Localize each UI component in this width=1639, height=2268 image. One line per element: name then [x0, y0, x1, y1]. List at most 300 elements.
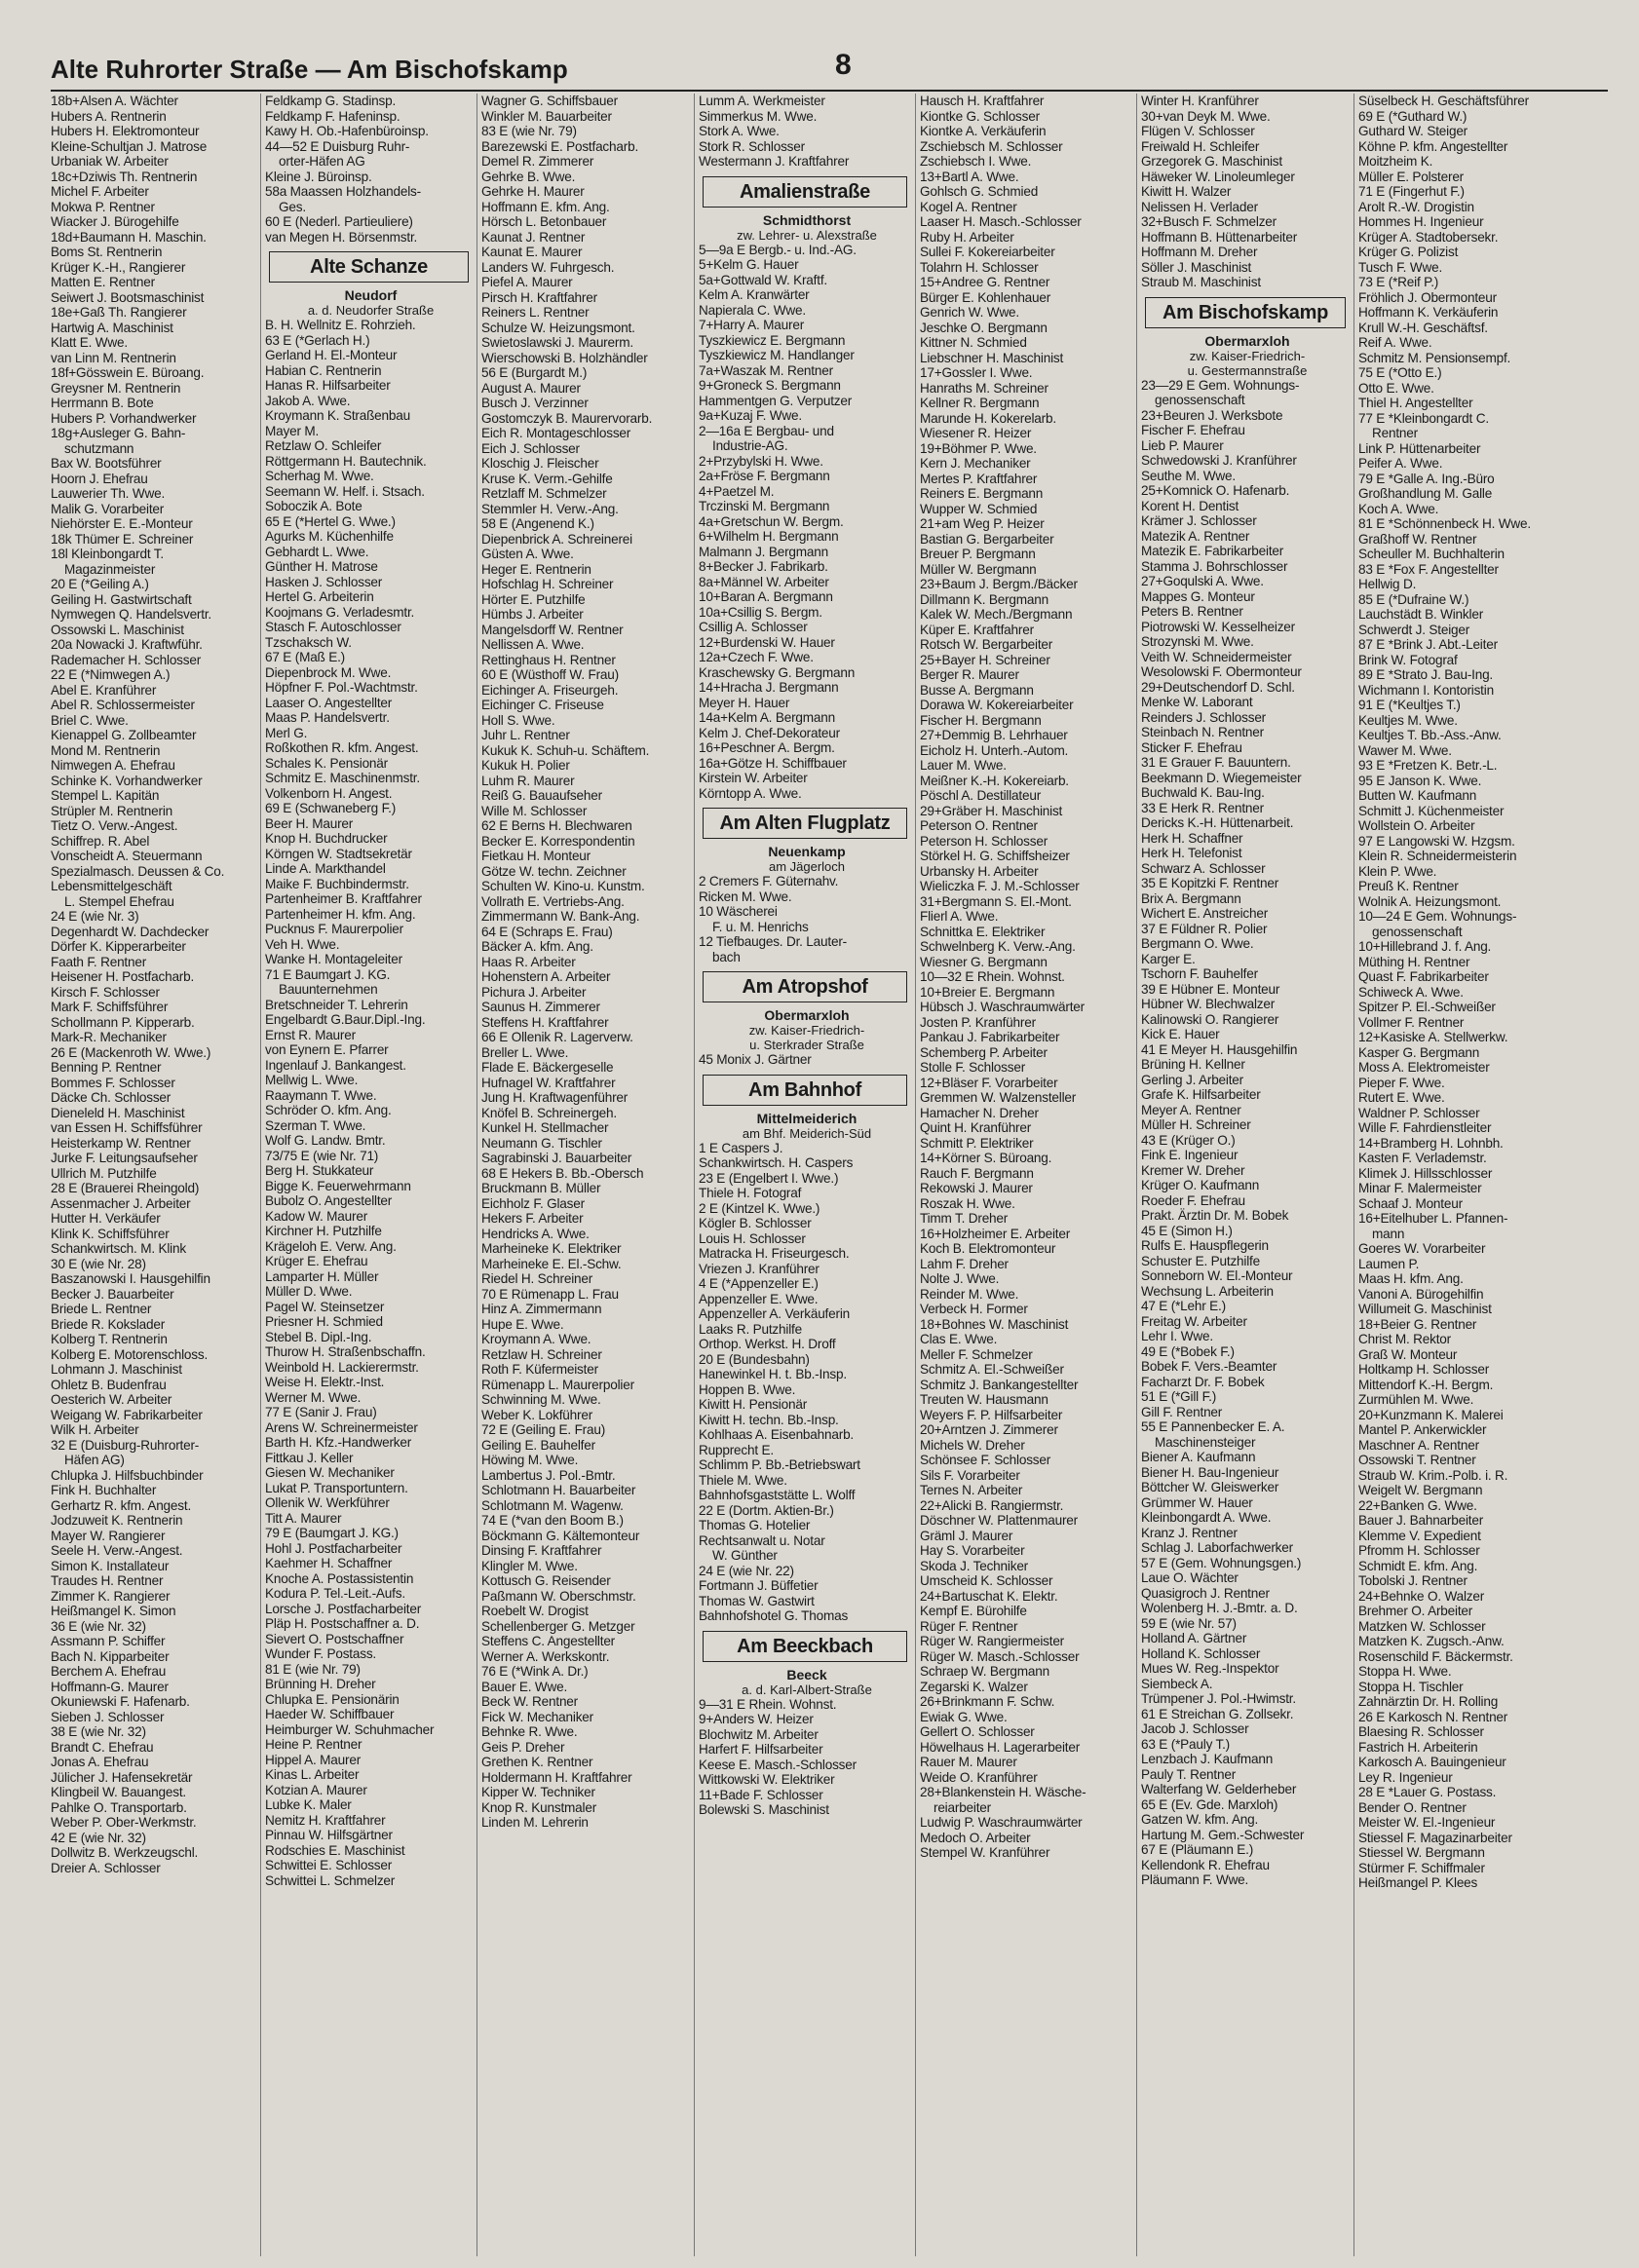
- resident-entry: Kremer W. Dreher: [1141, 1162, 1245, 1178]
- resident-entry: 73 E (*Reif P.): [1358, 275, 1439, 289]
- resident-entry: Holtkamp H. Schlosser: [1358, 1362, 1490, 1377]
- resident-entry: Meißner K.-H. Kokereiarb.: [920, 773, 1069, 788]
- resident-entry: Graßhoff W. Rentner: [1358, 531, 1477, 547]
- resident-entry: Bauunternehmen: [279, 982, 378, 997]
- resident-entry: Kellner R. Bergmann: [920, 396, 1040, 410]
- resident-entry: Rekowski J. Maurer: [920, 1181, 1033, 1195]
- resident-entry: Zimmer K. Rangierer: [51, 1588, 171, 1604]
- resident-entry: 23+Beuren J. Werksbote: [1141, 407, 1283, 423]
- resident-entry: Diepenbrock M. Wwe.: [265, 664, 392, 680]
- resident-entry: Engelbardt G.Baur.Dipl.-Ing.: [265, 1012, 426, 1027]
- resident-entry: Kiwitt H. Pensionär: [699, 1397, 808, 1412]
- resident-entry: Kogel A. Rentner: [920, 199, 1017, 214]
- resident-entry: Busse A. Bergmann: [920, 682, 1034, 698]
- resident-entry: 25+Komnick O. Hafenarb.: [1141, 483, 1290, 498]
- resident-entry: Matezik A. Rentner: [1141, 528, 1250, 544]
- resident-entry: Weber P. Ober-Werkmstr.: [51, 1815, 197, 1830]
- resident-entry: Prakt. Ärztin Dr. M. Bobek: [1141, 1208, 1289, 1223]
- resident-entry: Söller J. Maschinist: [1141, 259, 1252, 275]
- resident-entry: Reiners E. Bergmann: [920, 486, 1044, 501]
- resident-entry: 10—32 E Rhein. Wohnst.: [920, 969, 1065, 984]
- resident-entry: Dreier A. Schlosser: [51, 1860, 161, 1875]
- resident-entry: Wesolowski F. Obermonteur: [1141, 664, 1302, 679]
- resident-entry: Scherhag M. Wwe.: [265, 469, 374, 483]
- resident-entry: Wieliczka F. J. M.-Schlosser: [920, 879, 1080, 893]
- page-header: [51, 47, 1608, 92]
- resident-entry: Hammentgen G. Verputzer: [699, 393, 853, 408]
- resident-entry: Vriezen J. Kranführer: [699, 1261, 820, 1276]
- resident-entry: Kukuk K. Schuh-u. Schäftem.: [481, 742, 650, 758]
- resident-entry: 25+Bayer H. Schreiner: [920, 652, 1050, 667]
- resident-entry: Koojmans G. Verladesmtr.: [265, 604, 415, 620]
- resident-entry: Louis H. Schlosser: [699, 1230, 806, 1246]
- resident-entry: Kleinbongardt A. Wwe.: [1141, 1510, 1272, 1525]
- resident-entry: Klingbeil W. Bauangest.: [51, 1785, 186, 1799]
- resident-entry: Fick W. Mechaniker: [481, 1709, 593, 1724]
- resident-entry: 12+Kasiske A. Stellwerkw.: [1358, 1030, 1508, 1044]
- resident-entry: Quint H. Kranführer: [920, 1120, 1032, 1135]
- resident-entry: Hoffmann B. Hüttenarbeiter: [1141, 229, 1298, 245]
- resident-entry: Bauer E. Wwe.: [481, 1679, 568, 1694]
- resident-entry: Chlupka E. Pensionärin: [265, 1691, 400, 1707]
- resident-entry: Knöfel B. Schreinergeh.: [481, 1105, 617, 1120]
- resident-entry: Saunus H. Zimmerer: [481, 1000, 600, 1014]
- resident-entry: Kögler B. Schlosser: [699, 1216, 812, 1230]
- resident-entry: 27+Demmig B. Lehrhauer: [920, 728, 1068, 742]
- resident-entry: Steffens C. Angestellter: [481, 1634, 616, 1648]
- resident-entry: Brix A. Bergmann: [1141, 890, 1241, 906]
- resident-entry: Müller E. Polsterer: [1358, 169, 1465, 184]
- resident-entry: Soboczik A. Bote: [265, 499, 362, 513]
- resident-entry: Marunde H. Kokerelarb.: [920, 410, 1056, 426]
- resident-entry: Jakob A. Wwe.: [265, 393, 351, 408]
- resident-entry: Lieb P. Maurer: [1141, 437, 1224, 453]
- address-column: [260, 94, 476, 2256]
- resident-entry: Wolf G. Landw. Bmtr.: [265, 1133, 386, 1148]
- resident-entry: Wille M. Schlosser: [481, 803, 588, 818]
- resident-entry: Hamacher N. Dreher: [920, 1105, 1039, 1120]
- resident-entry: Siembeck A.: [1141, 1676, 1213, 1691]
- resident-entry: Tolahrn H. Schlosser: [920, 259, 1039, 275]
- resident-entry: Günther H. Matrose: [265, 559, 378, 574]
- resident-entry: Weigang W. Fabrikarbeiter: [51, 1407, 203, 1422]
- resident-entry: Fittkau J. Keller: [265, 1450, 354, 1465]
- resident-entry: Schmitz M. Pensionsempf.: [1358, 350, 1511, 365]
- resident-entry: Spitzer P. El.-Schweißer: [1358, 1000, 1496, 1014]
- resident-entry: 24+Behnke O. Walzer: [1358, 1588, 1485, 1604]
- resident-entry: Kukuk H. Polier: [481, 758, 570, 773]
- resident-entry: 23 E (Engelbert I. Wwe.): [699, 1170, 839, 1186]
- resident-entry: 22+Banken G. Wwe.: [1358, 1497, 1477, 1513]
- resident-entry: Behnke R. Wwe.: [481, 1724, 578, 1739]
- resident-entry: 2 E (Kintzel K. Wwe.): [699, 1200, 820, 1216]
- resident-entry: 2a+Fröse F. Bergmann: [699, 469, 830, 483]
- resident-entry: 16+Eitelhuber L. Pfannen-: [1358, 1211, 1508, 1226]
- resident-entry: Weide O. Kranführer: [920, 1769, 1038, 1785]
- resident-entry: 89 E *Strato J. Bau-Ing.: [1358, 667, 1494, 682]
- resident-entry: Schales K. Pensionär: [265, 755, 388, 771]
- resident-entry: Magazinmeister: [64, 561, 156, 577]
- resident-entry: Reinders J. Schlosser: [1141, 709, 1267, 725]
- resident-entry: Kleine J. Büroinsp.: [265, 169, 372, 184]
- resident-entry: Kick E. Hauer: [1141, 1027, 1220, 1041]
- street-heading: Am Bahnhof: [703, 1075, 907, 1106]
- resident-entry: Zimmermann W. Bank-Ang.: [481, 909, 640, 924]
- address-column: [915, 94, 1136, 2256]
- resident-entry: B. H. Wellnitz E. Rohrzieh.: [265, 318, 416, 332]
- resident-entry: 16a+Götze H. Schiffbauer: [699, 755, 847, 771]
- resident-entry: Wupper W. Schmied: [920, 501, 1038, 516]
- resident-entry: Sagrabinski J. Bauarbeiter: [481, 1151, 632, 1165]
- street-heading: Am Beeckbach: [703, 1631, 907, 1662]
- resident-entry: Hausch H. Kraftfahrer: [920, 94, 1045, 108]
- resident-entry: Nelissen H. Verlader: [1141, 199, 1258, 214]
- address-column: [476, 94, 694, 2256]
- resident-entry: Lohmann J. Maschinist: [51, 1362, 182, 1377]
- resident-entry: Bauer J. Bahnarbeiter: [1358, 1513, 1484, 1528]
- resident-entry: Hinz A. Zimmermann: [481, 1302, 602, 1316]
- address-column: [1136, 94, 1353, 2256]
- resident-entry: Straub M. Maschinist: [1141, 275, 1261, 289]
- resident-entry: Lauchstädt B. Winkler: [1358, 607, 1484, 622]
- resident-entry: Kaehmer H. Schaffner: [265, 1556, 393, 1570]
- resident-entry: Umscheid K. Schlosser: [920, 1573, 1053, 1588]
- resident-entry: Laumen P.: [1358, 1256, 1420, 1271]
- resident-entry: Gohlsch G. Schmied: [920, 184, 1039, 199]
- resident-entry: 5+Kelm G. Hauer: [699, 257, 799, 272]
- resident-entry: Beer H. Maurer: [265, 815, 354, 831]
- resident-entry: Simon K. Installateur: [51, 1558, 170, 1573]
- resident-entry: 26+Brinkmann F. Schw.: [920, 1694, 1055, 1709]
- resident-entry: 10+Baran A. Bergmann: [699, 589, 833, 604]
- resident-entry: Tyszkiewicz E. Bergmann: [699, 332, 846, 348]
- resident-entry: Meister W. El.-Ingenieur: [1358, 1815, 1496, 1830]
- address-column: [1353, 94, 1610, 2256]
- resident-entry: Christ M. Rektor: [1358, 1332, 1451, 1346]
- resident-entry: Hubers P. Vorhandwerker: [51, 410, 197, 426]
- resident-entry: Fink H. Buchhalter: [51, 1483, 157, 1497]
- resident-entry: 97 E Langowski W. Hzgsm.: [1358, 833, 1515, 849]
- resident-entry: Rotsch W. Bergarbeiter: [920, 637, 1053, 652]
- resident-entry: 11+Bade F. Schlosser: [699, 1787, 823, 1802]
- resident-entry: 5—9a E Bergb.- u. Ind.-AG.: [699, 242, 857, 257]
- resident-entry: 18c+Dziwis Th. Rentnerin: [51, 169, 198, 184]
- resident-entry: Benning P. Rentner: [51, 1060, 162, 1075]
- resident-entry: Thurow H. Straßenbschaffn.: [265, 1344, 426, 1359]
- resident-entry: Gehrke B. Wwe.: [481, 169, 576, 184]
- street-heading: Amalienstraße: [703, 176, 907, 208]
- resident-entry: Hoppen B. Wwe.: [699, 1381, 796, 1397]
- resident-entry: Mappes G. Monteur: [1141, 588, 1255, 604]
- resident-entry: Neumann G. Tischler: [481, 1135, 602, 1151]
- resident-entry: Hoffmann E. kfm. Ang.: [481, 199, 610, 214]
- resident-entry: Thomas W. Gastwirt: [699, 1593, 815, 1608]
- resident-entry: Laaser H. Masch.-Schlosser: [920, 214, 1082, 229]
- resident-entry: Wichmann I. Kontoristin: [1358, 682, 1494, 698]
- resident-entry: Krüger O. Kaufmann: [1141, 1178, 1260, 1192]
- resident-entry: Vanoni A. Bürogehilfin: [1358, 1286, 1484, 1302]
- resident-entry: Rüger W. Masch.-Schlosser: [920, 1648, 1080, 1664]
- resident-entry: Dörfer K. Kipperarbeiter: [51, 939, 186, 954]
- resident-entry: Schnittka E. Elektriker: [920, 924, 1046, 939]
- resident-entry: Zegarski K. Walzer: [920, 1679, 1028, 1694]
- resident-entry: 2+Przybylski H. Wwe.: [699, 453, 823, 469]
- resident-entry: Degenhardt W. Dachdecker: [51, 924, 210, 939]
- resident-entry: 12 Tiefbauges. Dr. Lauter-: [699, 934, 847, 949]
- resident-entry: Geiling E. Bauhelfer: [481, 1437, 595, 1453]
- resident-entry: 58a Maassen Holzhandels-: [265, 184, 421, 199]
- resident-entry: Pahlke O. Transportarb.: [51, 1799, 187, 1815]
- resident-entry: Hartwig A. Maschinist: [51, 320, 173, 335]
- resident-entry: Willumeit G. Maschinist: [1358, 1302, 1492, 1316]
- resident-entry: Lauer M. Wwe.: [920, 758, 1007, 773]
- resident-entry: Rulfs E. Hauspflegerin: [1141, 1238, 1269, 1253]
- resident-entry: Meyer A. Rentner: [1141, 1102, 1241, 1117]
- resident-entry: Wunder F. Postass.: [265, 1646, 377, 1661]
- resident-entry: Bürger E. Kohlenhauer: [920, 289, 1051, 305]
- resident-entry: Fischer F. Ehefrau: [1141, 423, 1245, 437]
- resident-entry: 26 E Karkosch N. Rentner: [1358, 1709, 1508, 1724]
- resident-entry: Straub W. Krim.-Polb. i. R.: [1358, 1467, 1508, 1483]
- resident-entry: Schönsee F. Schlosser: [920, 1453, 1051, 1467]
- resident-entry: Wittkowski W. Elektriker: [699, 1772, 835, 1787]
- resident-entry: Schwedowski J. Kranführer: [1141, 453, 1297, 468]
- resident-entry: Matzken K. Zugsch.-Anw.: [1358, 1634, 1505, 1648]
- resident-entry: 16+Peschner A. Bergm.: [699, 740, 835, 755]
- resident-entry: Wagner G. Schiffsbauer: [481, 94, 618, 108]
- resident-entry: Schmitz A. El.-Schweißer: [920, 1362, 1064, 1377]
- resident-entry: Becker J. Bauarbeiter: [51, 1286, 174, 1302]
- resident-entry: Berger R. Maurer: [920, 667, 1019, 682]
- resident-entry: Kloschig J. Fleischer: [481, 456, 599, 471]
- resident-entry: Klimek J. Hillsschlosser: [1358, 1165, 1493, 1181]
- resident-entry: 77 E (Sanir J. Frau): [265, 1405, 377, 1419]
- resident-entry: Hendricks A. Wwe.: [481, 1226, 590, 1241]
- resident-entry: 79 E (Baumgart J. KG.): [265, 1526, 399, 1540]
- resident-entry: Kohlhaas A. Eisenbahnarb.: [699, 1427, 855, 1442]
- resident-entry: Gehrke H. Maurer: [481, 184, 585, 199]
- resident-entry: Gräml J. Maurer: [920, 1528, 1013, 1543]
- resident-entry: Moitzheim K.: [1358, 154, 1433, 169]
- resident-entry: Stork R. Schlosser: [699, 138, 805, 154]
- resident-entry: Köhne P. kfm. Angestellter: [1358, 138, 1508, 154]
- resident-entry: Vonscheidt A. Steuermann: [51, 849, 203, 863]
- resident-entry: Klemme V. Expedient: [1358, 1528, 1481, 1543]
- resident-entry: Körngen W. Stadtsekretär: [265, 846, 412, 861]
- resident-entry: 5a+Gottwald W. Kraftf.: [699, 272, 827, 287]
- resident-entry: Meyer H. Hauer: [699, 695, 790, 710]
- resident-entry: Pfromm H. Schlosser: [1358, 1543, 1480, 1558]
- resident-entry: Thomas G. Hotelier: [699, 1518, 811, 1532]
- resident-entry: Nemitz H. Kraftfahrer: [265, 1812, 386, 1828]
- resident-entry: Demel R. Zimmerer: [481, 154, 594, 169]
- resident-entry: 70 E Rümenapp L. Frau: [481, 1286, 619, 1302]
- resident-entry: 87 E *Brink J. Abt.-Leiter: [1358, 637, 1498, 652]
- resident-entry: Lamparter H. Müller: [265, 1268, 379, 1284]
- resident-entry: Kellendonk R. Ehefrau: [1141, 1857, 1270, 1872]
- resident-entry: Schwinning M. Wwe.: [481, 1392, 601, 1407]
- resident-entry: 14+Bramberg H. Lohnbh.: [1358, 1135, 1504, 1151]
- resident-entry: Ullrich M. Putzhilfe: [51, 1165, 157, 1181]
- resident-entry: 7a+Waszak M. Rentner: [699, 362, 833, 378]
- street-heading: Alte Schanze: [269, 251, 469, 283]
- resident-entry: Habian C. Rentnerin: [265, 362, 382, 378]
- resident-entry: 75 E (*Otto E.): [1358, 365, 1442, 380]
- resident-entry: Kadow W. Maurer: [265, 1208, 368, 1224]
- resident-entry: 28 E *Lauer G. Postass.: [1358, 1785, 1497, 1799]
- resident-entry: Schlimm P. Bb.-Betriebswart: [699, 1457, 860, 1472]
- resident-entry: Ruby H. Arbeiter: [920, 229, 1014, 245]
- resident-entry: 4 E (*Appenzeller E.): [699, 1276, 819, 1291]
- resident-entry: Hippel A. Maurer: [265, 1752, 362, 1767]
- resident-entry: Bubolz O. Angestellter: [265, 1193, 393, 1208]
- resident-entry: 65 E (Ev. Gde. Marxloh): [1141, 1796, 1278, 1812]
- resident-entry: Westermann J. Kraftfahrer: [699, 154, 850, 169]
- resident-entry: Hommes H. Ingenieur: [1358, 214, 1484, 229]
- resident-entry: Meller F. Schmelzer: [920, 1346, 1033, 1362]
- resident-entry: Dollwitz B. Werkzeugschl.: [51, 1845, 199, 1860]
- street-heading: Am Alten Flugplatz: [703, 808, 907, 839]
- resident-entry: Retzlaw H. Schreiner: [481, 1346, 602, 1362]
- resident-entry: Böttcher W. Gleiswerker: [1141, 1480, 1279, 1494]
- resident-entry: Rüger W. Rangiermeister: [920, 1634, 1065, 1648]
- resident-entry: Hubers A. Rentnerin: [51, 108, 167, 124]
- resident-entry: 24 E (wie Nr. 22): [699, 1563, 794, 1578]
- resident-entry: Preuß K. Rentner: [1358, 879, 1459, 893]
- resident-entry: Schmitt J. Küchenmeister: [1358, 803, 1505, 818]
- resident-entry: Höwelhaus H. Lagerarbeiter: [920, 1739, 1081, 1755]
- resident-entry: 58 E (Angenend K.): [481, 516, 594, 531]
- resident-entry: Josten P. Kranführer: [920, 1014, 1036, 1030]
- resident-entry: Tzschaksch W.: [265, 634, 352, 650]
- resident-entry: Flade E. Bäckergeselle: [481, 1060, 614, 1075]
- resident-entry: Beekmann D. Wiegemeister: [1141, 770, 1302, 785]
- resident-entry: Berg H. Stukkateur: [265, 1163, 374, 1178]
- resident-entry: 62 E Berns H. Blechwaren: [481, 818, 632, 833]
- street-location: a. d. Karl-Albert-Straße: [742, 1682, 872, 1697]
- resident-entry: Kalinowski O. Rangierer: [1141, 1011, 1279, 1027]
- resident-entry: Breller L. Wwe.: [481, 1044, 569, 1060]
- resident-entry: Lebensmittelgeschäft: [51, 879, 172, 893]
- resident-entry: Lauwerier Th. Wwe.: [51, 486, 166, 501]
- resident-entry: Gatzen W. kfm. Ang.: [1141, 1812, 1259, 1827]
- resident-entry: 6+Wilhelm H. Bergmann: [699, 529, 839, 544]
- resident-entry: van Essen H. Schiffsführer: [51, 1120, 203, 1135]
- resident-entry: 79 E *Galle A. Ing.-Büro: [1358, 471, 1495, 486]
- resident-entry: 23—29 E Gem. Wohnungs-: [1141, 377, 1300, 393]
- resident-entry: Merl G.: [265, 725, 308, 740]
- resident-entry: Hohl J. Postfacharbeiter: [265, 1540, 402, 1556]
- resident-entry: Seiwert J. Bootsmaschinist: [51, 289, 205, 305]
- resident-entry: Schemberg P. Arbeiter: [920, 1044, 1048, 1060]
- resident-entry: 76 E (*Wink A. Dr.): [481, 1664, 589, 1679]
- resident-entry: Seemann W. Helf. i. Stsach.: [265, 483, 425, 499]
- resident-entry: Roßkothen R. kfm. Angest.: [265, 740, 419, 755]
- resident-entry: Hanraths M. Schreiner: [920, 380, 1048, 396]
- resident-entry: Hohenstern A. Arbeiter: [481, 969, 611, 984]
- resident-entry: Güsten A. Wwe.: [481, 547, 574, 561]
- resident-entry: Fink E. Ingenieur: [1141, 1148, 1239, 1162]
- district-name: Obermarxloh: [764, 1007, 850, 1023]
- resident-entry: Kelm J. Chef-Dekorateur: [699, 725, 840, 740]
- resident-entry: 45 Monix J. Gärtner: [699, 1052, 812, 1067]
- resident-entry: Hanas R. Hilfsarbeiter: [265, 378, 391, 393]
- resident-entry: Wiesner G. Bergmann: [920, 954, 1048, 969]
- resident-entry: Guthard W. Steiger: [1358, 124, 1467, 138]
- resident-entry: Blaesing R. Schlosser: [1358, 1724, 1484, 1739]
- resident-entry: Kasten F. Verlademstr.: [1358, 1151, 1487, 1165]
- resident-entry: Quasigroch J. Rentner: [1141, 1585, 1270, 1601]
- resident-entry: Appenzeller A. Verkäuferin: [699, 1306, 851, 1321]
- resident-entry: Csillig A. Schlosser: [699, 620, 808, 634]
- resident-entry: Mark F. Schiffsführer: [51, 1000, 169, 1014]
- resident-entry: Reiners L. Rentner: [481, 305, 590, 320]
- resident-entry: 57 E (Gem. Wohnungsgen.): [1141, 1555, 1302, 1570]
- resident-entry: Roth F. Küfermeister: [481, 1362, 598, 1377]
- resident-entry: Timm T. Dreher: [920, 1211, 1009, 1226]
- resident-entry: 14a+Kelm A. Bergmann: [699, 710, 835, 725]
- resident-entry: Hay S. Vorarbeiter: [920, 1543, 1025, 1558]
- resident-entry: Tschorn F. Bauhelfer: [1141, 966, 1258, 981]
- resident-entry: Wiesener R. Heizer: [920, 426, 1032, 440]
- resident-entry: Brünning H. Dreher: [265, 1677, 376, 1691]
- resident-entry: 10 Wäscherei: [699, 904, 778, 919]
- resident-entry: Hubers H. Elektromonteur: [51, 124, 200, 138]
- resident-entry: 9+Groneck S. Bergmann: [699, 378, 841, 393]
- resident-entry: Heger E. Rentnerin: [481, 561, 591, 577]
- resident-entry: Brandt C. Ehefrau: [51, 1739, 154, 1755]
- resident-entry: Linde A. Markthandel: [265, 861, 386, 876]
- resident-entry: Kleine-Schultjan J. Matrose: [51, 138, 208, 154]
- resident-entry: Knoche A. Postassistentin: [265, 1570, 414, 1586]
- resident-entry: 74 E (*van den Boom B.): [481, 1513, 624, 1528]
- resident-entry: Clas E. Wwe.: [920, 1332, 998, 1346]
- resident-entry: Gerland H. El.-Monteur: [265, 348, 398, 362]
- resident-entry: Mayer W. Rangierer: [51, 1528, 166, 1543]
- resident-entry: Traudes H. Rentner: [51, 1573, 164, 1588]
- resident-entry: 14+Körner S. Büroang.: [920, 1151, 1052, 1165]
- resident-entry: Nellissen A. Wwe.: [481, 637, 585, 652]
- resident-entry: 91 E (*Keultjes T.): [1358, 698, 1461, 712]
- resident-entry: Ossowski L. Maschinist: [51, 622, 184, 637]
- resident-entry: bach: [712, 949, 741, 964]
- resident-entry: Winter H. Kranführer: [1141, 94, 1259, 108]
- resident-entry: Kruse K. Verm.-Gehilfe: [481, 471, 613, 486]
- resident-entry: Eich J. Schlosser: [481, 440, 580, 456]
- resident-entry: Schlotmann H. Bauarbeiter: [481, 1483, 636, 1497]
- resident-entry: Eicholz H. Unterh.-Autom.: [920, 742, 1069, 758]
- resident-entry: Herrmann B. Bote: [51, 396, 154, 410]
- resident-entry: 69 E (*Guthard W.): [1358, 108, 1467, 124]
- resident-entry: Sticker F. Ehefrau: [1141, 739, 1242, 755]
- resident-entry: Weinbold H. Lackierermstr.: [265, 1359, 419, 1375]
- resident-entry: Szerman T. Wwe.: [265, 1117, 366, 1133]
- resident-entry: Thiel H. Angestellter: [1358, 396, 1473, 410]
- resident-entry: Werner A. Werkskontr.: [481, 1648, 610, 1664]
- resident-entry: 83 E *Fox F. Angestellter: [1358, 561, 1499, 577]
- resident-entry: 29+Gräber H. Maschinist: [920, 803, 1063, 818]
- resident-entry: van Megen H. Börsenmstr.: [265, 229, 418, 245]
- resident-entry: Waldner P. Schlosser: [1358, 1105, 1480, 1120]
- resident-entry: Kirchner H. Putzhilfe: [265, 1224, 382, 1238]
- resident-entry: Krüger K.-H., Rangierer: [51, 259, 186, 275]
- resident-entry: Vollmer F. Rentner: [1358, 1014, 1465, 1030]
- resident-entry: Schmitz E. Maschinenmstr.: [265, 771, 420, 785]
- resident-entry: Diepenbrick A. Schreinerei: [481, 531, 632, 547]
- resident-entry: Mantel P. Ankerwickler: [1358, 1422, 1487, 1437]
- resident-entry: Mues W. Reg.-Inspektor: [1141, 1661, 1279, 1676]
- resident-entry: Pöschl A. Destillateur: [920, 788, 1042, 803]
